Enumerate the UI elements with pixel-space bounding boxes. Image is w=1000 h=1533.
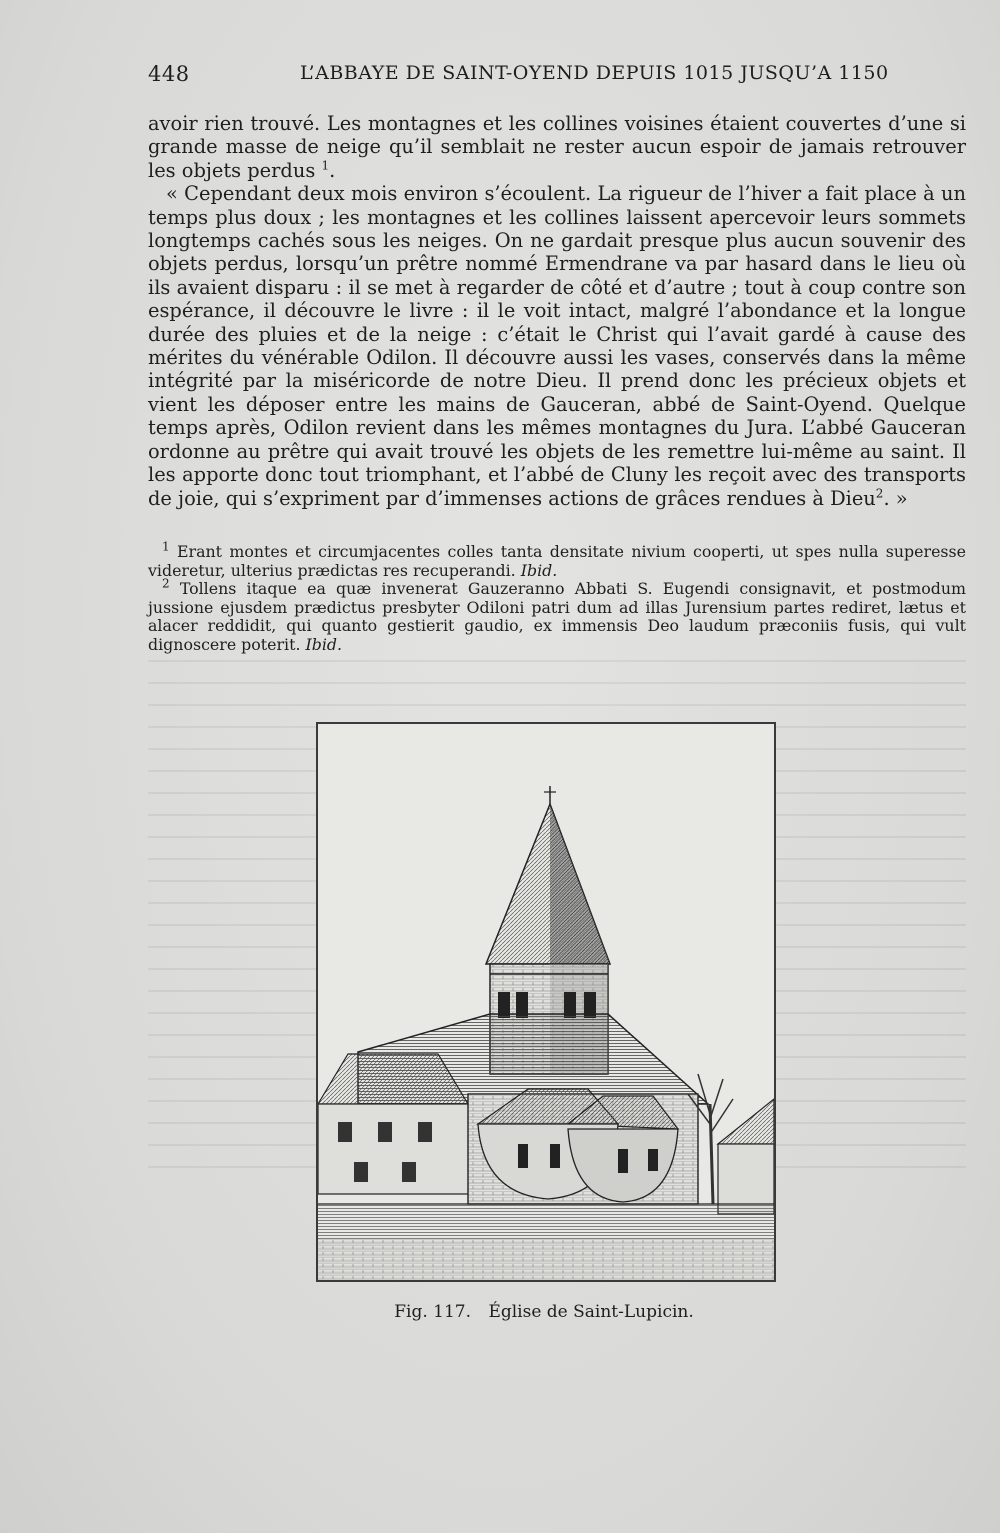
figure-caption [316,1302,772,1322]
footnotes [148,539,966,655]
figure-number: Fig. 117. [394,1302,472,1322]
church-illustration [318,724,774,1280]
footnote-ref-2[interactable]: 2 [875,486,884,501]
figure-title: Église de Saint-Lupicin. [488,1302,694,1322]
paragraph-2: « Cependant deux mois environ s’écoulent. La rigueur de l’hiver a fait place à un temps plus doux ; les montagnes et les collines laissent apercevoir leurs sommets longtemps cachés sous les neiges. On ne gardait presque plus aucun souvenir des objets perdus, lorsqu’un prêtre nommé Ermendrane va par hasard dans le lieu où ils avaient disparu : il se met à regarder de côté et d’autre ; tout à coup contre son espérance, il découvre le livre : il le voit intact, malgré l’abondance et la longue durée des pluies et de la neige : c’était le Christ qui l’avait gardé à cause des mérites du vénérable Odilon. Il découvre aussi les vases, conservés dans la même intégrité par la miséricorde de notre Dieu. Il prend donc les précieux objets et vient les déposer entre les mains de Gauceran, abbé de Saint-Oyend. Quelque temps après, Odilon revient dans les mêmes montagnes du Jura. L’abbé Gauceran ordonne au prêtre qui avait trouvé les objets de les remettre lui-même au saint. Il les apporte donc tout triomphant, et l’abbé de Cluny les reçoit avec des transports de joie, qui s’expriment par d’immenses actions de grâces rendues à Dieu$^2$. » [148,182,966,510]
running-title: L’ABBAYE DE SAINT-OYEND DEPUIS 1015 JUSQU’A 1150 [300,62,889,84]
footnote-ref-1[interactable]: 1 [321,158,330,173]
paragraph-1: avoir rien trouvé. Les montagnes et les collines voisines étaient couvertes d’une si grande masse de neige qu’il semblait ne rester aucun espoir de jamais retrouver les objets perdus $^1$. [148,112,966,182]
footnote-1: $^1$ Erant montes et circumjacentes colles tanta densitate nivium cooperti, ut spes nulla superesse videretur, ulterius prædictas res recuperandi. Ibid. [148,539,966,580]
church-engraving [316,722,776,1282]
main-text [148,112,966,510]
footnote-2: $^2$ Tollens itaque ea quæ invenerat Gauzeranno Abbati S. Eugendi consignavit, et postmodum jussione ejusdem prædictus presbyter Odiloni patri dum ad illas Jurensium partes rediret, lætus et alacer reddidit, qui quanto gestierit gaudio, ex immensis Deo laudum præconiis fusis, qui vult dignoscere poterit. Ibid. [148,576,966,654]
page-number: 448 [148,62,190,86]
page-header [148,62,966,92]
